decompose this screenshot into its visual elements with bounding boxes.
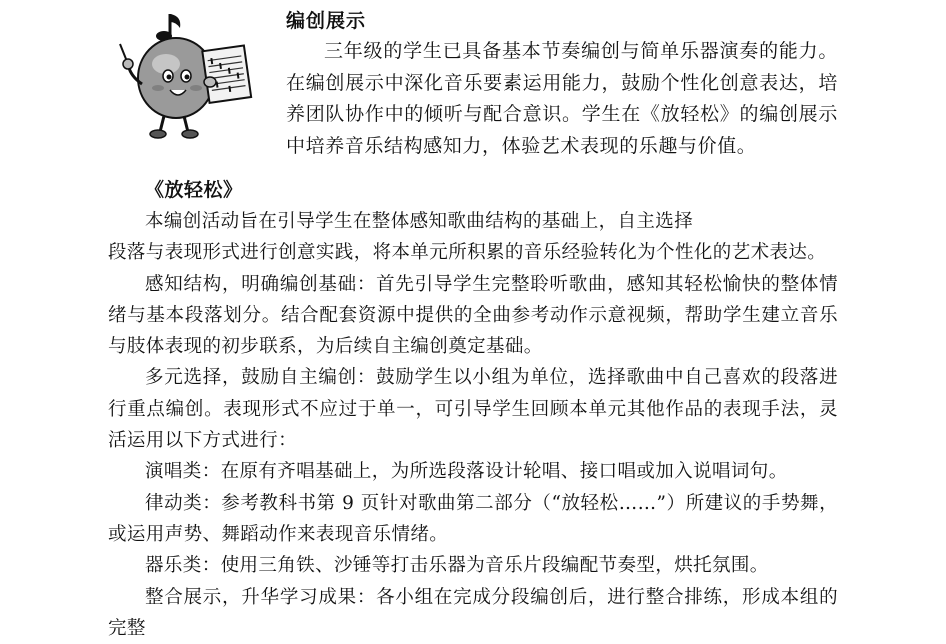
paragraph-4: 演唱类：在原有齐唱基础上，为所选段落设计轮唱、接口唱或加入说唱词句。 (145, 461, 788, 483)
paragraph-7: 整合展示，升华学习成果：各小组在完成分段编创后，进行整合排练，形成本组的完整 (108, 586, 838, 639)
intro-paragraph: 三年级的学生已具备基本节奏编创与简单乐器演奏的能力。在编创展示中深化音乐要素运用能力，鼓励个性化创意表达，培养团队协作中的倾听与配合意识。学生在《放轻松》的编创展示中培养音乐结构感知力，体验艺术表现的乐趣与价值。 (286, 40, 838, 157)
paragraph-1b: 段落与表现形式进行创意实践，将本单元所积累的音乐经验转化为个性化的艺术表达。 (108, 242, 827, 264)
paragraph-5: 律动类：参考教科书第 9 页针对歌曲第二部分（“放轻松……”）所建议的手势舞，或运用声势、舞蹈动作来表现音乐情绪。 (108, 492, 838, 545)
intro-block (286, 36, 838, 162)
paragraph-6: 器乐类：使用三角铁、沙锤等打击乐器为音乐片段编配节奏型，烘托氛围。 (145, 555, 769, 577)
section-title: 编创展示 (286, 10, 367, 32)
paragraph-1a: 本编创活动旨在引导学生在整体感知歌曲结构的基础上，自主选择 (145, 211, 694, 232)
music-note-mascot-icon (118, 6, 258, 144)
paragraph-2: 感知结构，明确编创基础：首先引导学生完整聆听歌曲，感知其轻松愉快的整体情绪与基本段落划分。结合配套资源中提供的全曲参考动作示意视频，帮助学生建立音乐与肢体表现的初步联系，为后续自主编创奠定基础。 (108, 273, 838, 358)
paragraph-3: 多元选择，鼓励自主编创：鼓励学生以小组为单位，选择歌曲中自己喜欢的段落进行重点编创。表现形式不应过于单一，可引导学生回顾本单元其他作品的表现手法，灵活运用以下方式进行： (108, 367, 838, 452)
subsection-title: 《放轻松》 (145, 179, 243, 201)
body-text (108, 206, 838, 644)
